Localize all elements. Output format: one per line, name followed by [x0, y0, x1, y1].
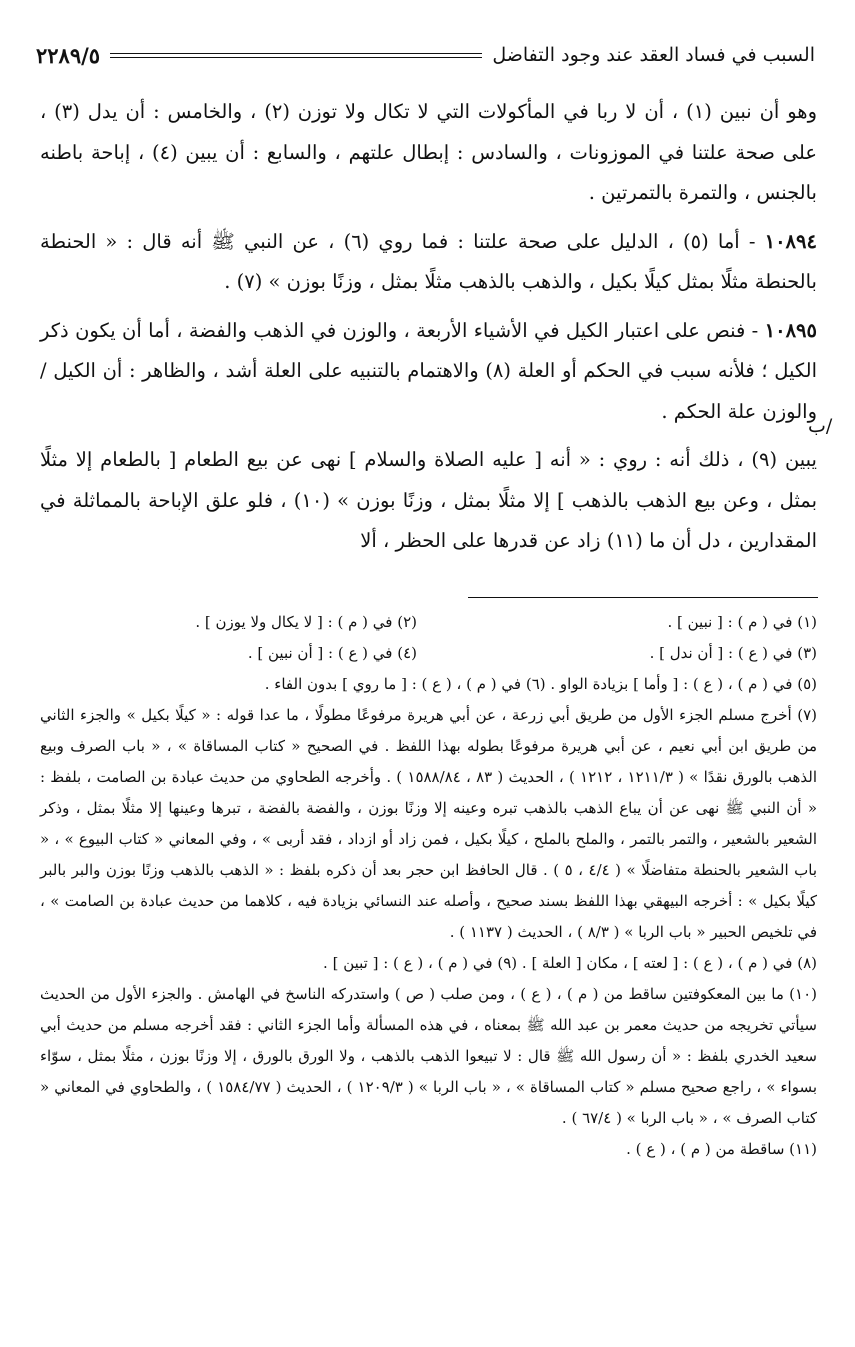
footnote: (١٠) ما بين المعكوفتين ساقط من ( م ) ، ( ع ) ، ومن صلب ( ص ) واستدركه الناسخ في الهامش . والجزء الأول من الحديث سيأتي تخريجه من حديث معمر بن عبد الله ﷺ بمعناه ، في هذه المسألة وأما الجزء الثاني : فقد أخرجه مسلم من حديث أبي سعيد الخدري بلفظ : « أن رسول الله ﷺ قال : لا تبيعوا الذهب بالذهب ، ولا الورق بالورق ، إلا وزنًا بوزن ، مثلًا بمثل ، سوّاء بسواء » ، راجع صحيح مسلم « كتاب المساقاة » ، « باب الربا » ( ١٢٠٩/٣ ) ، الحديث ( ١٥٨٤/٧٧ ) ، والطحاوي في المعاني « كتاب الصرف » ، « باب الربا » ( ٦٧/٤ ) .	[40, 985, 818, 1127]
paragraph-number: ١٠٨٩٥	[764, 318, 817, 342]
running-title: السبب في فساد العقد عند وجود التفاضل	[492, 44, 815, 66]
footnote: (٣) في ( ع ) : [ أن ندل ] .	[649, 644, 817, 662]
paragraph-number: ١٠٨٩٤	[764, 229, 817, 253]
page-header	[36, 30, 815, 80]
footnote-separator	[468, 597, 818, 598]
footnote: (١) في ( م ) : [ نبين ] .	[667, 613, 817, 631]
paragraph-4: يبين (٩) ، ذلك أنه : روي : « أنه [ عليه الصلاة والسلام ] نهى عن بيع الطعام [ بالطعام إلا مثلًا بمثل ، وعن بيع الذهب بالذهب ] إلا مثلًا بمثل ، وزنًا بوزن » (١٠) ، فلو علق الإباحة بالمماثلة في المقدارين ، دل أن ما (١١) زاد عن قدرها على الحظر ، ألا	[40, 448, 817, 552]
footnote-row	[40, 638, 817, 669]
page-number: ٢٢٨٩/٥	[36, 42, 101, 68]
main-text	[40, 92, 817, 562]
paragraph-1: وهو أن نبين (١) ، أن لا ربا في المأكولات التي لا تكال ولا توزن (٢) ، والخامس : أن يدل (٣) ، على صحة علتنا في الموزونات ، والسادس : إبطال علتهم ، والسابع : أن يبين (٤) ، إباحة باطنه بالجنس ، والتمرة بالتمرتين .	[40, 100, 818, 204]
paragraph-text: - أما (٥) ، الدليل على صحة علتنا : فما روي (٦) ، عن النبي ﷺ أنه قال : « الحنطة بالحنطة مثلًا بمثل كيلًا بكيل ، والذهب بالذهب مثلًا بمثل ، وزنًا بوزن » (٧) .	[40, 229, 817, 293]
footnote: (٨) في ( م ) ، ( ع ) : [ لعته ] ، مكان [ العلة ] . (٩) في ( م ) ، ( ع ) : [ تبين ] .	[323, 954, 817, 972]
footnote: (٧) أخرج مسلم الجزء الأول من طريق أبي زرعة ، عن أبي هريرة مرفوعًا مطولًا ، ما عدا قوله : « كيلًا بكيل » والجزء الثاني من طريق ابن أبي نعيم ، عن أبي هريرة مرفوعًا بطوله بهذا اللفظ . في الصحيح « كتاب المساقاة » ، « باب الصرف وبيع الذهب بالورق نقدًا » ( ١٢١١/٣ ، ١٢١٢ ) ، الحديث ( ٨٣ ، ١٥٨٨/٨٤ ) . وأخرجه الطحاوي من حديث عبادة بن الصامت ، بلفظ : « أن النبي ﷺ نهى عن أن يباع الذهب بالذهب تبره وعينه إلا وزنًا بوزن ، والفضة بالفضة ، تبرها وعينها إلا مثلًا بمثل ، وذكر الشعير بالشعير ، والتمر بالتمر ، والملح بالملح ، كيلًا بكيل ، فمن زاد أو ازداد ، فقد أربى » ، وفي المعاني « كتاب البيوع » ، « باب الشعير بالحنطة متفاضلًا » ( ٤/٤ ، ٥ ) . قال الحافظ ابن حجر بعد أن ذكره بلفظ : « الذهب بالذهب وزنًا بوزن والبر بالبر كيلًا بكيل » : أخرجه البيهقي بهذا اللفظ بسند صحيح ، وأصله عند النسائي بزيادة فيه ، كلاهما من حديث عبادة بن الصامت » ، في تلخيص الحبير « باب الربا » ( ٨/٣ ) ، الحديث ( ١١٣٧ ) .	[40, 706, 817, 941]
footnote-row	[40, 607, 817, 638]
footnote: (٢) في ( م ) : [ لا يكال ولا يوزن ] .	[195, 613, 417, 631]
footnote: (٥) في ( م ) ، ( ع ) : [ وأما ] بزيادة الواو . (٦) في ( م ) ، ( ع ) : [ ما روي ] بدون الفاء .	[264, 675, 817, 693]
footnote: (١١) ساقطة من ( م ) ، ( ع ) .	[626, 1140, 817, 1158]
footnotes	[40, 607, 817, 1165]
margin-folio-note: /ب	[808, 415, 833, 437]
header-rule	[110, 53, 482, 58]
footnote: (٤) في ( ع ) : [ أن نبين ] .	[247, 644, 417, 662]
paragraph-text: - فنص على اعتبار الكيل في الأشياء الأربعة ، والوزن في الذهب والفضة ، أما أن يكون ذكر الكيل ؛ فلأنه سبب في الحكم أو العلة (٨) والاهتمام بالتنبيه على العلة أشد ، والظاهر : أن الكيل / والوزن علة الحكم .	[40, 318, 817, 423]
paragraph-2	[40, 222, 817, 303]
paragraph-3	[40, 311, 817, 433]
